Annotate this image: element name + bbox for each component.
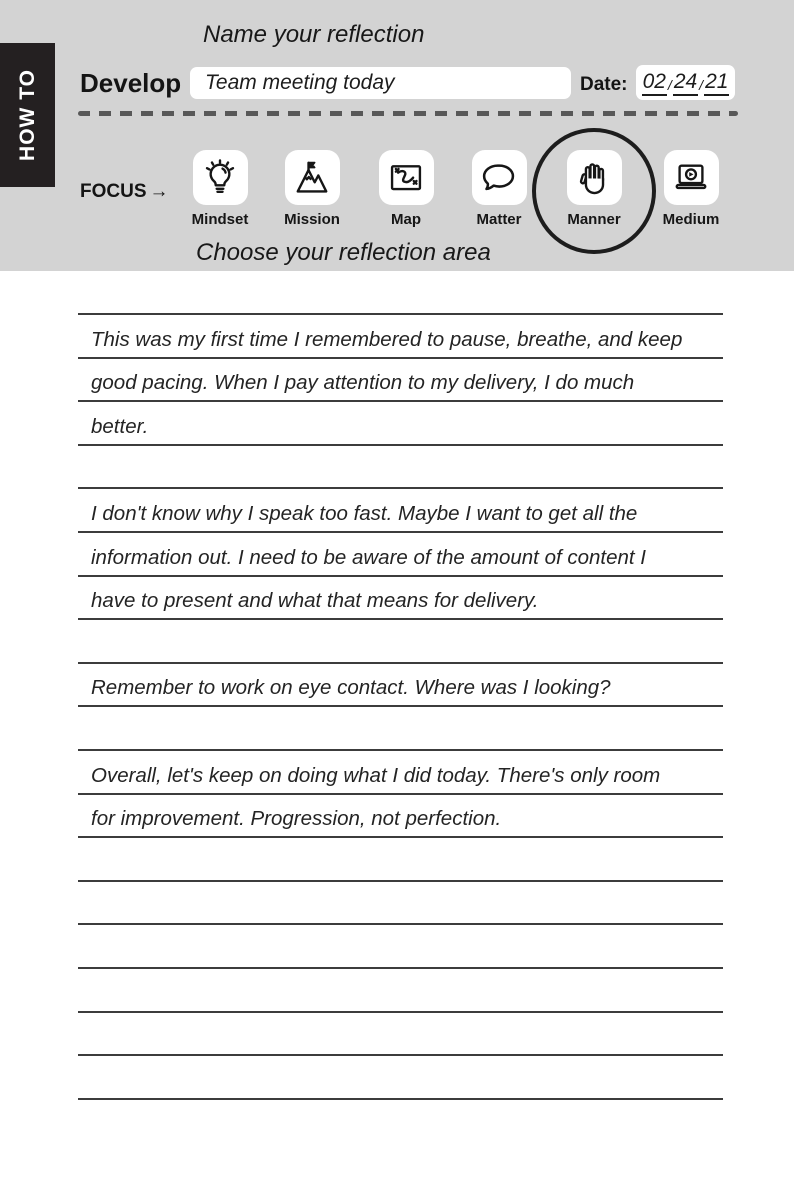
note-line[interactable]: This was my first time I remembered to pause, breathe, and keep	[78, 315, 723, 359]
date-label: Date:	[580, 74, 628, 95]
reflection-title-input[interactable]	[190, 67, 571, 99]
note-line[interactable]	[78, 882, 723, 926]
reflection-title-value: Team meeting today	[205, 71, 395, 94]
mission-tile	[285, 150, 340, 205]
note-line[interactable]: information out. I need to be aware of the amount of content I	[78, 533, 723, 577]
speech-bubble-icon	[480, 159, 518, 197]
note-line[interactable]	[78, 707, 723, 751]
how-to-tab	[0, 43, 55, 187]
focus-option-manner[interactable]	[554, 150, 634, 228]
focus-option-mission[interactable]	[272, 150, 352, 228]
raised-hand-icon	[575, 159, 613, 197]
note-line[interactable]: Overall, let's keep on doing what I did today. There's only room	[78, 751, 723, 795]
note-line[interactable]	[78, 969, 723, 1013]
note-line[interactable]: Remember to work on eye contact. Where was I looking?	[78, 664, 723, 708]
focus-option-label: Manner	[567, 211, 621, 228]
note-line[interactable]	[78, 1056, 723, 1100]
develop-label: Develop	[80, 68, 182, 98]
map-tile	[379, 150, 434, 205]
note-line[interactable]: have to present and what that means for delivery.	[78, 577, 723, 621]
focus-label: FOCUS →	[80, 181, 169, 202]
focus-option-label: Medium	[662, 211, 720, 228]
laptop-play-icon	[672, 159, 710, 197]
medium-tile	[664, 150, 719, 205]
note-line[interactable]	[78, 446, 723, 490]
note-line[interactable]	[78, 925, 723, 969]
note-line[interactable]	[78, 838, 723, 882]
focus-arrow-icon: →	[149, 181, 169, 202]
note-line[interactable]: I don't know why I speak too fast. Maybe I want to get all the	[78, 489, 723, 533]
manner-tile	[567, 150, 622, 205]
choose-reflection-area-label: Choose your reflection area	[196, 239, 491, 266]
worksheet-header	[0, 0, 794, 271]
date-field[interactable]	[636, 65, 735, 100]
dashed-divider	[78, 111, 738, 116]
focus-option-map[interactable]	[366, 150, 446, 228]
focus-option-label: Mindset	[191, 211, 249, 228]
focus-option-label: Matter	[476, 211, 522, 228]
focus-option-medium[interactable]	[651, 150, 731, 228]
note-line[interactable]	[78, 620, 723, 664]
date-day: 24	[673, 70, 698, 96]
focus-option-matter[interactable]	[459, 150, 539, 228]
focus-option-label: Map	[391, 211, 421, 228]
map-route-icon	[387, 159, 425, 197]
mountain-flag-icon	[293, 159, 331, 197]
note-line[interactable]: good pacing. When I pay attention to my delivery, I do much	[78, 359, 723, 403]
date-year: 21	[704, 70, 729, 96]
matter-tile	[472, 150, 527, 205]
date-separator: /	[667, 76, 672, 93]
name-your-reflection-label: Name your reflection	[203, 21, 425, 48]
note-line[interactable]: better.	[78, 402, 723, 446]
focus-option-label: Mission	[284, 211, 340, 228]
date-month: 02	[642, 70, 667, 96]
note-line[interactable]	[78, 1013, 723, 1057]
lightbulb-icon	[201, 159, 239, 197]
note-line[interactable]: for improvement. Progression, not perfection.	[78, 795, 723, 839]
focus-option-mindset[interactable]	[180, 150, 260, 228]
date-separator: /	[699, 76, 704, 93]
note-line-spacer	[78, 271, 723, 315]
ruled-notes-area	[78, 271, 723, 1100]
mindset-tile	[193, 150, 248, 205]
how-to-tab-label: HOW TO	[15, 69, 39, 161]
